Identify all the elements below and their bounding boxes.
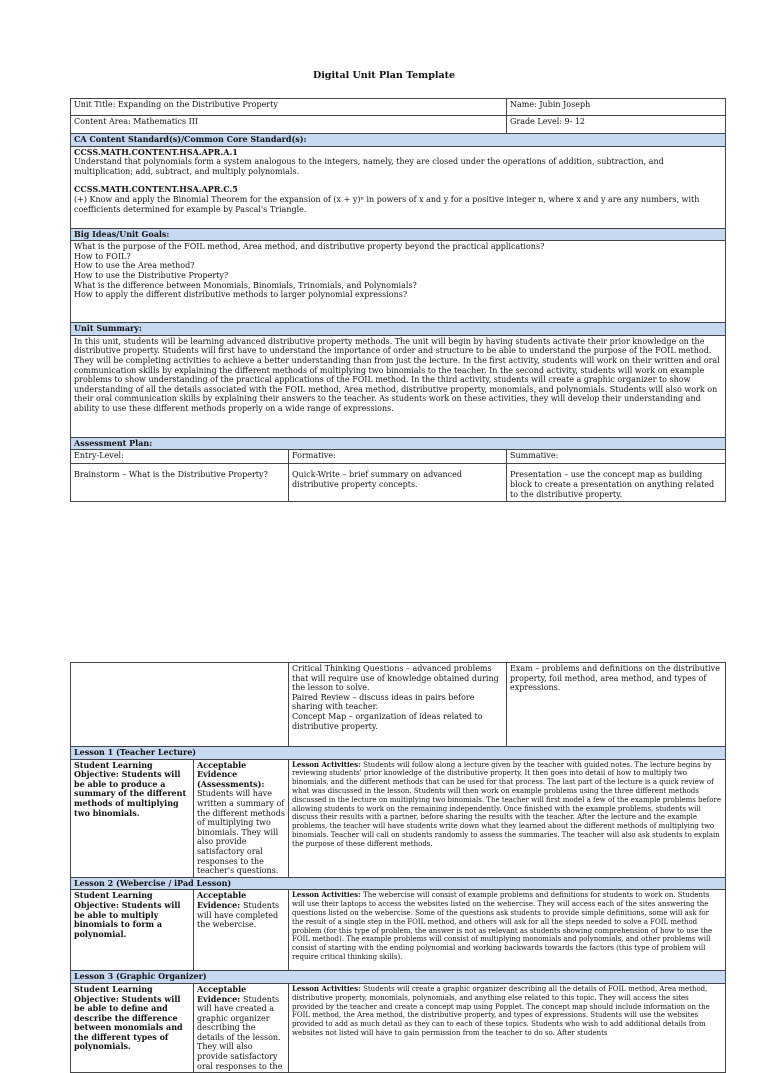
lessons-table	[70, 662, 726, 1073]
lesson-3-activities: Lesson Activities: Students will create a graphic organizer describing all the details of FOIL method, Area method, distributive property, monomials, polynomials, and anything else related to this topic. They will access the sites provided by the teacher and create a concept map using Popplet. The concept map should include information on the FOIL method, the Area method, the distributive property, and types of expressions. Students will use the websites provided to add as much detail as they can to each of these topics. Students who wish to add additional details from websites not listed will have to gain permission from the teacher to do so. After students	[289, 983, 726, 1072]
name-cell: Name: Jubin Joseph	[507, 99, 726, 116]
big-ideas-header: Big Ideas/Unit Goals:	[71, 228, 726, 241]
lesson-1-header: Lesson 1 (Teacher Lecture)	[71, 747, 726, 760]
unit-title-cell: Unit Title: Expanding on the Distributive Property	[71, 99, 507, 116]
big-ideas-cell: What is the purpose of the FOIL method, Area method, and distributive property beyond the practical applications? How to FOIL? How to use the Area method? How to use the Distributive Property? What is the difference between Monomials, Binomials, Trinomials, and Polynomials? How to apply the different distributive methods to larger polynomial expressions?	[71, 241, 726, 323]
lesson-1-objective: Student Learning Objective: Students will be able to produce a summary of the different methods of multiplying two binomials.	[71, 759, 194, 877]
lesson-3-header: Lesson 3 (Graphic Organizer)	[71, 971, 726, 984]
standard-1-text: Understand that polynomials form a system analogous to the integers, namely, they are closed under the operations of addition, subtraction, and multiplication; add, subtract, and multiply polynomials.	[74, 157, 664, 176]
document-title: Digital Unit Plan Template	[312, 70, 456, 81]
unit-summary-cell: In this unit, students will be learning advanced distributive property methods. The unit will begin by having students activate their prior knowledge on the distributive property. Students will first have to understand the importance of order and structure to be able to understand the purpose of the FOIL method. They will be completing activities to achieve a better understanding than from just the lecture. In the first activity, students will work on their written and oral communication skills by explaining the different methods of multiplying two binomials to the teacher. In the second activity, students will work on example problems to show understanding of the practical applications of the FOIL method. In the third activity, students will create a graphic organizer to show understanding of all the details associated with the FOIL method, Area method, distributive property, monomials, and polynomials. Students will also work on their oral communication skills by explaining their answers to the teacher. As students work on these activities, they will develop their understanding and ability to use these different methods properly on a wide range of expressions.	[71, 335, 726, 437]
lesson-1-activities: Lesson Activities: Students will follow along a lecture given by the teacher with guided notes. The lecture begins by reviewing students' prior knowledge of the distributive property. It then goes into detail of how to multiply two binomials, and the different methods that can be used for that process. The last part of the lecture is a quick review of what was discussed in the lesson. Students will then work on example problems using the three different methods discussed in the lecture on multiplying two binomials. The teacher will first model a few of the example problems before allowing students to work on the remaining independently. Once finished with the example problems, students will discuss their results with a partner, before sharing the results with the teacher. After the lecture and the example problems, the teacher will have students write down what they learned about the different methods of multiplying two binomials. Teacher will call on students randomly to assess the summaries. The teacher will also ask students to explain the purpose of these different methods.	[289, 759, 726, 877]
entry-level-continued	[71, 663, 289, 747]
lesson-3-objective: Student Learning Objective: Students will be able to define and describe the difference between monomials and the different types of polynomials.	[71, 983, 194, 1072]
summative-label: Summative:	[507, 450, 726, 464]
lesson-2-evidence: Acceptable Evidence: Students will have completed the webercise.	[194, 890, 289, 971]
lesson-2-objective: Student Learning Objective: Students will be able to multiply binomials to form a polynomial.	[71, 890, 194, 971]
standard-2-text: (+) Know and apply the Binomial Theorem for the expansion of (x + y)ⁿ in powers of x and y for a positive integer n, where x and y are any numbers, with coefficients determined for example by Pascal's Triangle.	[74, 194, 700, 214]
summative-text: Presentation – use the concept map as building block to create a presentation on anything related to the distributive property.	[507, 464, 726, 502]
formative-text: Quick-Write – brief summary on advanced distributive property concepts.	[289, 464, 507, 502]
unit-plan-table	[70, 98, 726, 502]
standards-header: CA Content Standard(s)/Common Core Standard(s):	[71, 134, 726, 147]
standard-1-code: CCSS.MATH.CONTENT.HSA.APR.A.1	[74, 146, 238, 157]
lesson-1-evidence: Acceptable Evidence (Assessments): Students will have written a summary of the different methods of multiplying two binomials. They will also provide satisfactory oral responses to the teacher's questions.	[194, 759, 289, 877]
entry-level-label: Entry-Level:	[71, 450, 289, 464]
summative-continued: Exam – problems and definitions on the distributive property, foil method, area method, and types of expressions.	[507, 663, 726, 747]
standard-2-code: CCSS.MATH.CONTENT.HSA.APR.C.5	[74, 184, 238, 195]
standards-cell	[71, 146, 726, 228]
content-area-cell: Content Area: Mathematics III	[71, 116, 507, 134]
grade-level-cell: Grade Level: 9- 12	[507, 116, 726, 134]
formative-label: Formative:	[289, 450, 507, 464]
assessment-plan-header: Assessment Plan:	[71, 437, 726, 450]
entry-level-text: Brainstorm – What is the Distributive Property?	[71, 464, 289, 502]
lesson-2-header: Lesson 2 (Webercise / iPad Lesson)	[71, 877, 726, 890]
formative-continued: Critical Thinking Questions – advanced problems that will require use of knowledge obtained during the lesson to solve. Paired Review – discuss ideas in pairs before sharing with teacher. Concept Map – organization of ideas related to distributive property.	[289, 663, 507, 747]
lesson-3-evidence: Acceptable Evidence: Students will have created a graphic organizer describing the details of the lesson. They will also provide satisfactory oral responses to the	[194, 983, 289, 1072]
lesson-2-activities: Lesson Activities: The webercise will consist of example problems and definitions for students to work on. Students will use their laptops to access the websites listed on the webercise. They will access each of the sites answering the questions listed on the webercise. Some of the questions ask students to provide simple definitions, some will ask for the result of a single step in the FOIL method, and others will ask for all the steps needed to solve a FOIL method problem (for this type of problem, the answer is not as relevant as students showing comprehension of how to use the FOIL method). The example problems will consist of multiplying monomials and polynomials, and other problems will consist of starting with the ending polynomial and working backwards towards the factors (this type of problem will require critical thinking skills).	[289, 890, 726, 971]
unit-summary-header: Unit Summary:	[71, 323, 726, 336]
